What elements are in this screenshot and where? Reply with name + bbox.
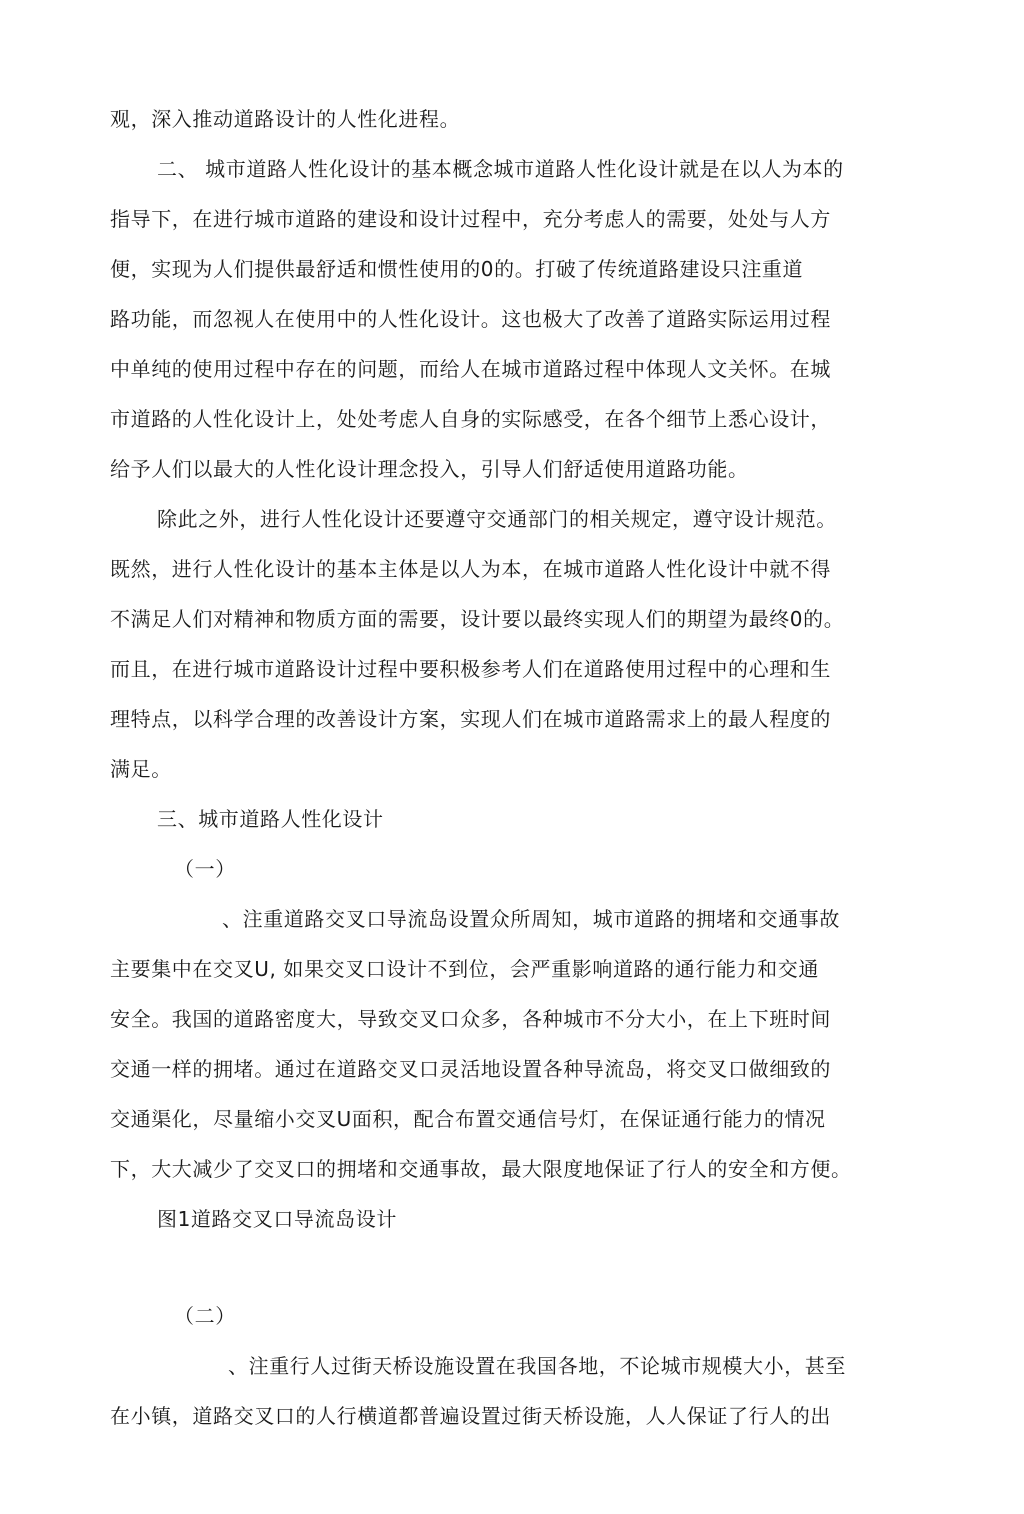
text-line: 指导下，在进行城市道路的建设和设计过程中，充分考虑人的需要，处处与人方 <box>110 207 831 231</box>
text-line: 中单纯的使用过程中存在的问题，而给人在城市道路过程中体现人文关怀。在城 <box>110 357 831 381</box>
section-heading: 三、城市道路人性化设计 <box>157 807 384 831</box>
text-line: 路功能，而忽视人在使用中的人性化设计。这也极大了改善了道路实际运用过程 <box>110 307 831 331</box>
subsection-number: （二） <box>174 1304 236 1328</box>
text-line: 安全。我国的道路密度大，导致交叉口众多，各种城市不分大小，在上下班时间 <box>110 1007 831 1031</box>
text-line: 、注重道路交叉口导流岛设置众所周知，城市道路的拥堵和交通事故 <box>222 907 840 931</box>
text-line: 在小镇，道路交叉口的人行横道都普遍设置过街天桥设施，人人保证了行人的出 <box>110 1404 831 1428</box>
text-line: 交通渠化，尽量缩小交叉U面积，配合布置交通信号灯，在保证通行能力的情况 <box>110 1107 826 1131</box>
text-line: 交通一样的拥堵。通过在道路交叉口灵活地设置各种导流岛，将交叉口做细致的 <box>110 1057 831 1081</box>
text-line: 主要集中在交叉U, 如果交叉口设计不到位，会严重影响道路的通行能力和交通 <box>110 957 819 981</box>
text-line: 给予人们以最大的人性化设计理念投入，引导人们舒适使用道路功能。 <box>110 457 749 481</box>
text-line: 不满足人们对精神和物质方面的需要，设计要以最终实现人们的期望为最终0的。 <box>110 607 845 631</box>
text-line: 市道路的人性化设计上，处处考虑人自身的实际感受，在各个细节上悉心设计， <box>110 407 831 431</box>
text-line: 既然，进行人性化设计的基本主体是以人为本，在城市道路人性化设计中就不得 <box>110 557 831 581</box>
text-line: 便，实现为人们提供最舒适和惯性使用的0的。打破了传统道路建设只注重道 <box>110 257 804 281</box>
section-heading: 二、 城市道路人性化设计的基本概念城市道路人性化设计就是在以人为本的 <box>157 157 844 181</box>
text-line: 观，深入推动道路设计的人性化进程。 <box>110 107 461 131</box>
figure-caption: 图1道路交叉口导流岛设计 <box>157 1207 397 1231</box>
text-line: 、注重行人过街天桥设施设置在我国各地，不论城市规模大小，甚至 <box>228 1354 846 1378</box>
subsection-number: （一） <box>174 857 236 881</box>
text-line: 下，大大减少了交叉口的拥堵和交通事故，最大限度地保证了行人的安全和方便。 <box>110 1157 852 1181</box>
text-line: 理特点，以科学合理的改善设计方案，实现人们在城市道路需求上的最人程度的 <box>110 707 831 731</box>
text-line: 满足。 <box>110 757 172 781</box>
text-line: 而且，在进行城市道路设计过程中要积极参考人们在道路使用过程中的心理和生 <box>110 657 831 681</box>
text-line: 除此之外，进行人性化设计还要遵守交通部门的相关规定，遵守设计规范。 <box>157 507 837 531</box>
